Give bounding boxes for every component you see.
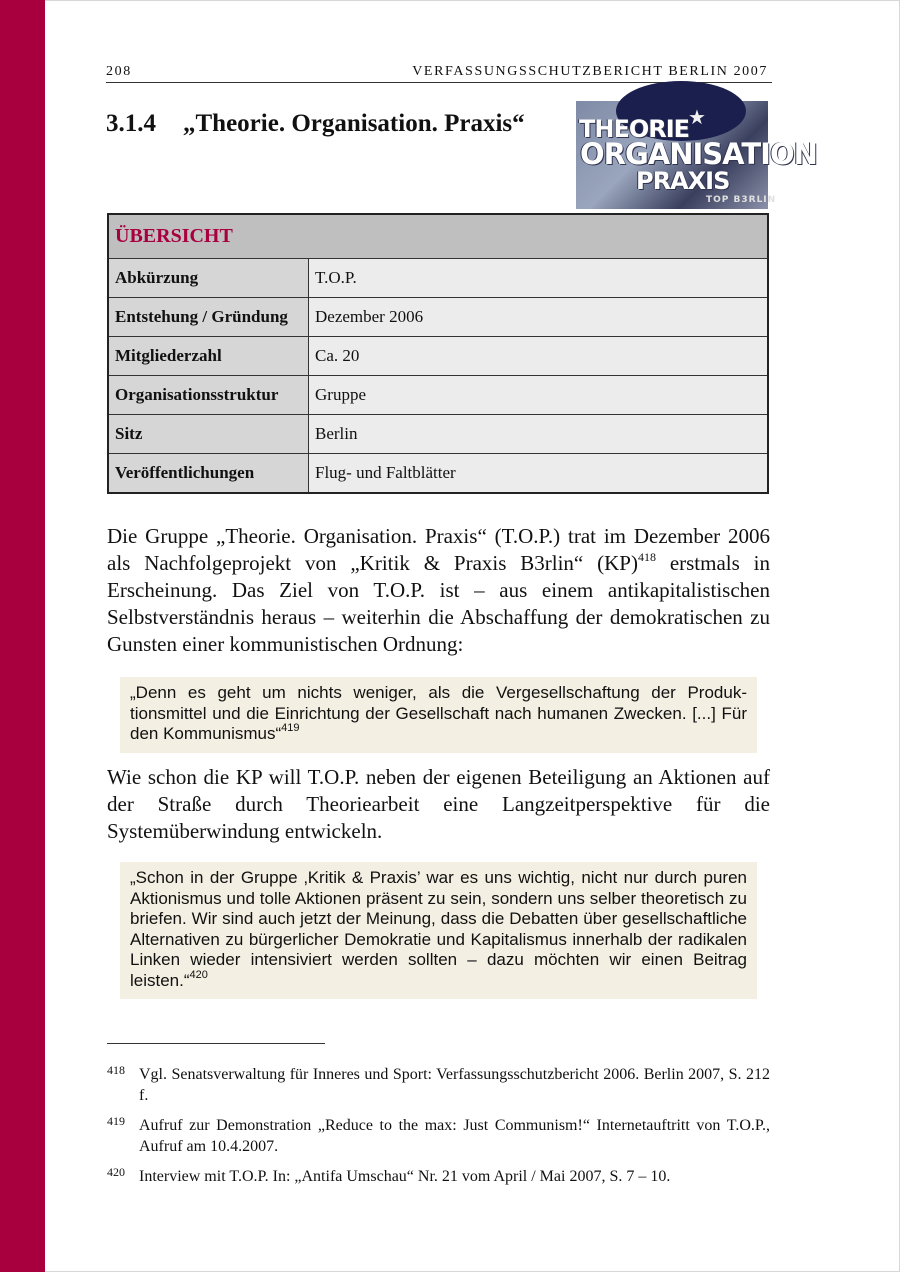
footnote-420 <box>107 1166 770 1187</box>
row-label: Sitz <box>108 415 309 454</box>
overview-heading: ÜBERSICHT <box>108 214 768 259</box>
footnote-ref-420[interactable]: 420 <box>189 968 208 981</box>
logo-small-text: TOP B3RLIN <box>706 195 777 205</box>
header-title: VERFASSUNGSSCHUTZBERICHT BERLIN 2007 <box>412 64 768 79</box>
row-value: Berlin <box>309 415 769 454</box>
logo-word-3: PRAXIS <box>636 167 730 195</box>
logo-word-1: THEORIE <box>579 115 690 143</box>
section-title: „Theorie. Organisation. Praxis“ <box>183 110 525 137</box>
quote-text: „Denn es geht um nichts weniger, als die Vergesellschaftung der Produktionsmittel und die Einrichtung der Gesellschaft nach humanen Zwecken. [...] Für den Kommunismus“ <box>130 683 747 743</box>
overview-table <box>107 213 769 494</box>
section-number: 3.1.4 <box>106 110 156 137</box>
star-icon: ★ <box>688 107 706 129</box>
table-row <box>108 415 768 454</box>
table-row <box>108 376 768 415</box>
footnote-number: 419 <box>107 1114 125 1128</box>
row-value: Dezember 2006 <box>309 298 769 337</box>
row-label: Abkürzung <box>108 259 309 298</box>
footnote-text: Vgl. Senatsverwaltung für Inneres und Sport: Verfassungsschutzbericht 2006. Berlin 2007, S. 212 f. <box>139 1066 770 1104</box>
table-row <box>108 259 768 298</box>
row-value: Flug- und Faltblätter <box>309 454 769 494</box>
table-row <box>108 298 768 337</box>
footnote-number: 420 <box>107 1165 125 1179</box>
row-label: Organisationsstruktur <box>108 376 309 415</box>
overview-header-row <box>108 214 768 259</box>
body-paragraph-2: Wie schon die KP will T.O.P. neben der eigenen Beteiligung an Aktionen auf der Straße durch Theoriearbeit eine Langzeitperspektive für die Systemüberwindung entwickeln. <box>107 765 770 843</box>
row-value: Ca. 20 <box>309 337 769 376</box>
running-header <box>106 62 772 83</box>
row-label: Entstehung / Gründung <box>108 298 309 337</box>
quote-block-2 <box>120 862 757 999</box>
footnote-418 <box>107 1064 770 1106</box>
top-logo-image <box>576 101 817 209</box>
footnote-number: 418 <box>107 1063 125 1077</box>
row-value: T.O.P. <box>309 259 769 298</box>
footnote-419 <box>107 1115 770 1157</box>
page-number: 208 <box>106 64 132 79</box>
side-color-bar <box>0 0 45 1272</box>
row-label: Veröffentlichungen <box>108 454 309 494</box>
paragraph-text: Die Gruppe „Theorie. Organisation. Praxis“ (T.O.P.) trat im Dezember 2006 als Nachfolgeprojekt von „Kritik & Praxis B3rlin“ (KP) <box>107 524 770 575</box>
body-paragraph-1 <box>107 523 770 658</box>
quote-block-1 <box>120 677 757 753</box>
footnote-ref-418[interactable]: 418 <box>637 550 656 564</box>
section-heading <box>106 110 525 138</box>
row-value: Gruppe <box>309 376 769 415</box>
footnote-text: Aufruf zur Demonstration „Reduce to the max: Just Communism!“ Internetauftritt von T.O.P., Aufruf am 10.4.2007. <box>139 1117 770 1155</box>
footnote-divider <box>107 1043 325 1044</box>
row-label: Mitgliederzahl <box>108 337 309 376</box>
table-row <box>108 454 768 494</box>
logo-word-2: ORGANISATION <box>580 137 817 171</box>
paragraph-text: erstmals in Erscheinung. Das Ziel von T.O.P. ist – aus einem antikapitalistischen Selbstverständnis heraus – weiterhin die Abschaffung der demokratischen zu Gunsten einer kommunistischen Ordnung: <box>107 551 770 656</box>
quote-text: „Schon in der Gruppe ‚Kritik & Praxis’ war es uns wichtig, nicht nur durch puren Aktionismus und tolle Aktionen präsent zu sein, sondern uns selber theoretisch zu briefen. Wir sind auch jetzt der Meinung, dass die Debatten über gesellschaftliche Alternativen zu bürgerlicher Demokratie und Kapitalismus innerhalb der radikalen Linken wieder intensiviert werden sollten – dazu möchten wir einen Beitrag leisten.“ <box>130 868 747 990</box>
footnote-text: Interview mit T.O.P. In: „Antifa Umschau“ Nr. 21 vom April / Mai 2007, S. 7 – 10. <box>139 1168 671 1185</box>
table-row <box>108 337 768 376</box>
footnote-ref-419[interactable]: 419 <box>281 722 300 734</box>
